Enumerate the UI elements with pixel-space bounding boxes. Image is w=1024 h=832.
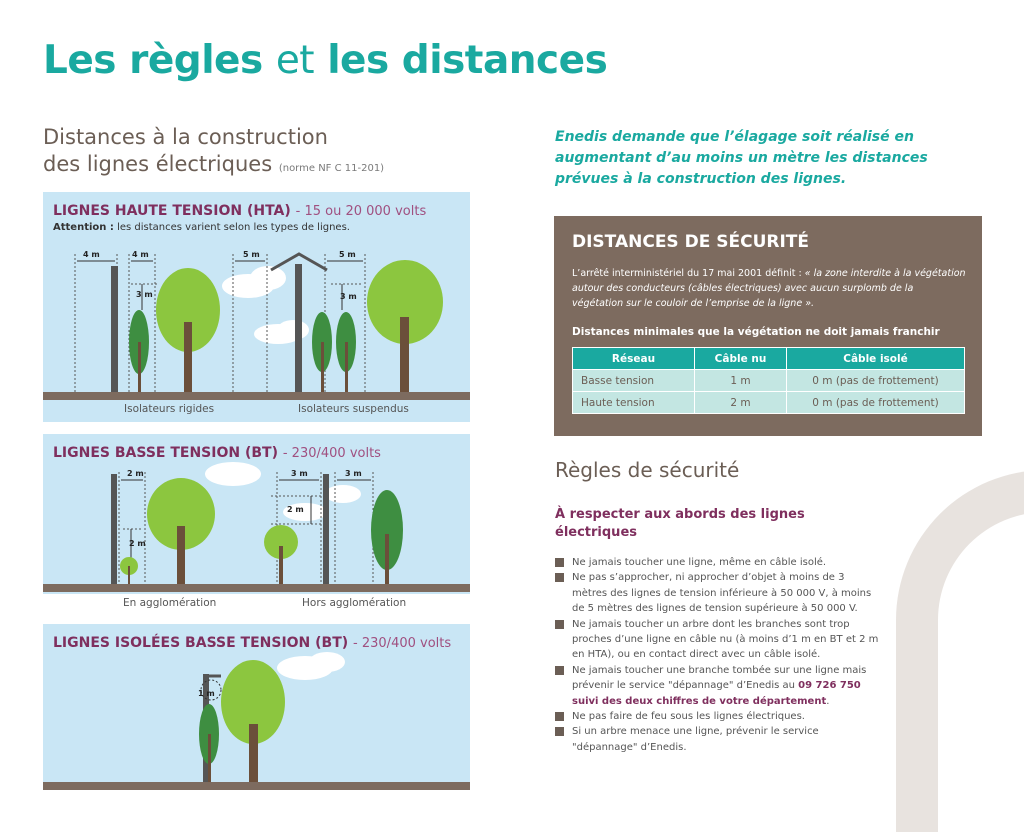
note-attention: Attention : (53, 222, 114, 233)
dim-label: 1 m (198, 689, 215, 698)
distance-table (572, 347, 965, 414)
panel-bt (43, 434, 470, 594)
dim-label: 3 m (291, 469, 308, 478)
heading-line-2: des lignes électriques (43, 152, 273, 176)
table-cell: Haute tension (573, 392, 695, 414)
decorative-arch (896, 470, 1024, 832)
column-header: Câble isolé (787, 348, 965, 370)
title-part-1: Les règles (43, 38, 263, 83)
norm-reference: (norme NF C 11-201) (278, 163, 385, 174)
panel-bt-insulated-title (53, 635, 451, 651)
dim-label: 3 m (345, 469, 362, 478)
panel-hta-note (53, 222, 350, 233)
table-cell: 1 m (695, 370, 787, 392)
column-header: Câble nu (695, 348, 787, 370)
dim-label: 2 m (129, 539, 146, 548)
safety-text-plain: L’arrêté interministériel du 17 mai 2001 définit : (572, 268, 802, 279)
panel-bt-insulated-title-main: LIGNES ISOLÉES BASSE TENSION (BT) (53, 635, 349, 651)
panel-bt-voltage: - 230/400 volts (282, 446, 381, 461)
panel-bt-insulated-voltage: - 230/400 volts (353, 636, 452, 651)
panel-bt-title (53, 445, 381, 461)
heading-line-1: Distances à la construction (43, 125, 328, 149)
table-cell: 2 m (695, 392, 787, 414)
rule-text-end: . (826, 695, 830, 707)
panel-bt-insulated (43, 624, 470, 790)
rules-subheading: À respecter aux abords des lignes électriques (555, 507, 805, 540)
intro-text: Enedis demande que l’élagage soit réalisé en augmentant d’au moins un mètre les distances prévues à la construction des lignes. (555, 129, 928, 187)
table-cell: 0 m (pas de frottement) (787, 392, 965, 414)
title-part-3: les distances (327, 38, 608, 83)
safety-text (572, 266, 967, 311)
panel-hta (43, 192, 470, 422)
emergency-phone: 09 726 750 suivi des deux chiffres de votre département (572, 680, 861, 707)
table-row (573, 392, 965, 414)
table-cell: 0 m (pas de frottement) (787, 370, 965, 392)
list-item: Ne pas faire de feu sous les lignes électriques. (555, 709, 880, 724)
dim-label: 4 m (83, 250, 100, 259)
safety-title: DISTANCES DE SÉCURITÉ (572, 232, 809, 252)
table-cell: Basse tension (573, 370, 695, 392)
caption-rural: Hors agglomération (302, 597, 407, 609)
ground-strip (43, 782, 470, 790)
rules-heading: Règles de sécurité (555, 458, 740, 482)
dim-label: 3 m (340, 292, 357, 301)
list-item: Si un arbre menace une ligne, prévenir le service "dépannage" d’Enedis. (555, 724, 880, 755)
caption-rigid-insulators: Isolateurs rigides (124, 403, 215, 415)
table-row (573, 370, 965, 392)
title-part-2: et (275, 38, 315, 83)
dim-label: 2 m (287, 505, 304, 514)
construction-distances-heading (43, 124, 384, 182)
note-text: les distances varient selon les types de lignes. (117, 222, 350, 233)
column-header: Réseau (573, 348, 695, 370)
ground-strip (43, 392, 470, 400)
panel-hta-voltage: - 15 ou 20 000 volts (295, 204, 427, 219)
panel-bt-title-main: LIGNES BASSE TENSION (BT) (53, 445, 278, 461)
caption-suspended-insulators: Isolateurs suspendus (298, 403, 409, 415)
dim-label: 5 m (243, 250, 260, 259)
rules-list (555, 555, 880, 755)
page-title (43, 38, 607, 83)
panel-hta-title-main: LIGNES HAUTE TENSION (HTA) (53, 203, 291, 219)
dim-label: 2 m (127, 469, 144, 478)
caption-urban: En agglomération (123, 597, 217, 609)
panel-hta-title (53, 203, 426, 219)
safety-text-quote: « la zone interdite à la végétation autour des conducteurs (câbles électriques) avec aucun surplomb de la végétation sur le couloir de l’emprise de la ligne ». (572, 268, 966, 309)
table-header-row (573, 348, 965, 370)
list-item: Ne pas s’approcher, ni approcher d’objet à moins de 3 mètres des lignes de tension inférieure à 50 000 V, à moins de 5 mètres des lignes de tension supérieure à 50 000 V. (555, 570, 880, 616)
list-item (555, 663, 880, 709)
safety-distances-box (554, 216, 982, 436)
dim-label: 3 m (136, 290, 153, 299)
dim-label: 5 m (339, 250, 356, 259)
list-item: Ne jamais toucher une ligne, même en câble isolé. (555, 555, 880, 570)
rule-text: Ne jamais toucher une branche tombée sur une ligne mais prévenir le service "dépannage" d’Enedis au (572, 664, 867, 692)
list-item: Ne jamais toucher un arbre dont les branches sont trop proches d’une ligne en câble nu (à moins d’1 m en BT et 2 m en HTA), ou en contact direct avec un câble isolé. (555, 617, 880, 663)
dim-label: 4 m (132, 250, 149, 259)
ground-strip (43, 584, 470, 592)
safety-subheading: Distances minimales que la végétation ne doit jamais franchir (572, 326, 940, 338)
